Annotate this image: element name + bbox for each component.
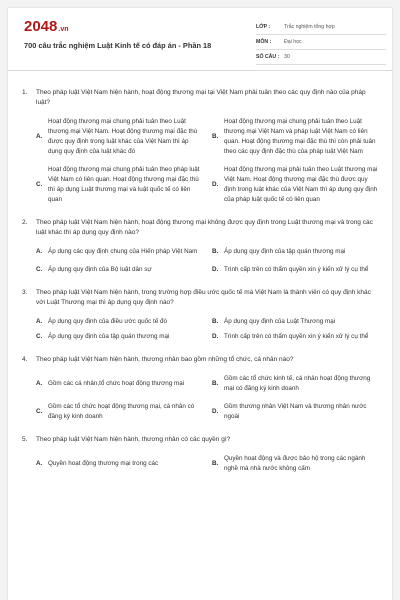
- question-text: Theo pháp luật Việt Nam hiện hành, hoạt động thương mại tại Việt Nam phải tuân theo các quy định nào của pháp luật?: [36, 89, 366, 106]
- option-a[interactable]: A. Hoạt động thương mại chung phải tuân theo Luật thương mại Việt Nam. Hoạt động thương mại đặc thù được quy định trong luật khác của Việt Nam thì áp dụng quy định của luật khác đó: [36, 118, 198, 155]
- option-d[interactable]: D. Gồm thương nhân Việt Nam và thương nhân nước ngoài: [212, 403, 367, 420]
- option-c[interactable]: C. Áp dụng quy định của tập quán thương mại: [36, 333, 170, 340]
- question-number: 2.: [22, 219, 28, 226]
- answer-options: [36, 454, 380, 474]
- option-b[interactable]: B. Quyền hoạt động và được bảo hộ trong các ngành nghề mà nhà nước không cấm: [212, 455, 366, 472]
- question-text: Theo pháp luật Việt Nam hiện hành, thương nhân bao gồm những tổ chức, cá nhân nào?: [36, 356, 294, 363]
- question-text: Theo pháp luật Việt Nam hiện hành, trong trường hợp điều ước quốc tế mà Việt Nam là thành viên có quy định khác với Luật Thương mại thì áp dụng quy định nào?: [36, 289, 371, 306]
- question-list: [8, 71, 392, 474]
- option-a[interactable]: A. Gồm các cá nhân,tổ chức hoạt động thương mại: [36, 380, 185, 387]
- question-5: [22, 435, 380, 474]
- page-header: [8, 8, 392, 71]
- option-b[interactable]: B. Áp dụng quy định của Luật Thương mại: [212, 318, 336, 325]
- option-b[interactable]: B. Hoạt động thương mại chung phải tuân theo Luật thương mại Việt Nam và pháp luật Việt Nam có liên quan. Hoạt động thương mại đặc thù thì còn phải tuân theo các quy định đặc thù của pháp luật Việt Nam: [212, 118, 376, 155]
- meta-row-subject: MÔN : Đại học: [256, 35, 386, 50]
- question-text: Theo pháp luật Việt Nam hiện hành, hoạt động thương mại không được quy định trong Luật thương mại và trong các luật khác thì áp dụng quy định nào?: [36, 219, 373, 236]
- option-a[interactable]: A. Áp dụng các quy định chung của Hiến pháp Việt Nam: [36, 248, 198, 255]
- answer-options: [36, 117, 380, 205]
- question-number: 5.: [22, 436, 28, 443]
- option-a[interactable]: A. Quyền hoạt động thương mại trong các: [36, 460, 159, 467]
- question-4: [22, 355, 380, 422]
- question-2: [22, 218, 380, 275]
- document-title: 700 câu trắc nghiệm Luật Kinh tế có đáp án - Phần 18: [24, 41, 212, 50]
- question-number: 1.: [22, 89, 28, 96]
- answer-options: [36, 374, 380, 422]
- option-b[interactable]: B. Áp dụng quy định của tập quán thương mại: [212, 248, 346, 255]
- option-c[interactable]: C. Gồm các tổ chức hoạt động thương mại, cá nhân có đăng ký kinh doanh: [36, 403, 195, 420]
- site-logo[interactable]: 2048.vn: [24, 18, 69, 35]
- option-d[interactable]: D. Hoạt động thương mại phải tuân theo Luật thương mại Việt Nam. Hoạt động thương mại đặc thù được quy định trong luật khác của Việt Nam thì áp dụng quy định của pháp luật quốc tế có liên quan: [212, 166, 378, 203]
- question-number: 3.: [22, 289, 28, 296]
- question-1: [22, 88, 380, 205]
- option-c[interactable]: C. Hoạt động thương mại chung phải tuân theo pháp luật Việt Nam có liên quan. Hoạt động thương mại đặc thù thì áp dụng Luật thương mại và luật quốc tế có liên quan: [36, 166, 200, 203]
- answer-options: [36, 247, 380, 275]
- option-b[interactable]: B. Gồm các tổ chức kinh tế, cá nhân hoạt động thương mại có đăng ký kinh doanh: [212, 375, 371, 392]
- meta-table: [256, 20, 386, 65]
- document-page: [8, 8, 392, 600]
- option-a[interactable]: A. Áp dụng quy định của điều ước quốc tế đó: [36, 318, 167, 325]
- meta-row-count: SỐ CÂU : 30: [256, 50, 386, 65]
- question-3: [22, 288, 380, 342]
- question-text: Theo pháp luật Việt Nam hiện hành, thương nhân có các quyền gì?: [36, 436, 231, 443]
- option-d[interactable]: D. Trình cấp trên có thẩm quyền xin ý kiến xử lý cụ thể: [212, 333, 369, 340]
- option-c[interactable]: C. Áp dụng quy định của Bộ luật dân sự: [36, 266, 152, 273]
- meta-row-class: LỚP : Trắc nghiệm tổng hợp: [256, 20, 386, 35]
- answer-options: [36, 317, 380, 342]
- option-d[interactable]: D. Trình cấp trên có thẩm quyền xin ý kiến xử lý cụ thể: [212, 266, 369, 273]
- question-number: 4.: [22, 356, 28, 363]
